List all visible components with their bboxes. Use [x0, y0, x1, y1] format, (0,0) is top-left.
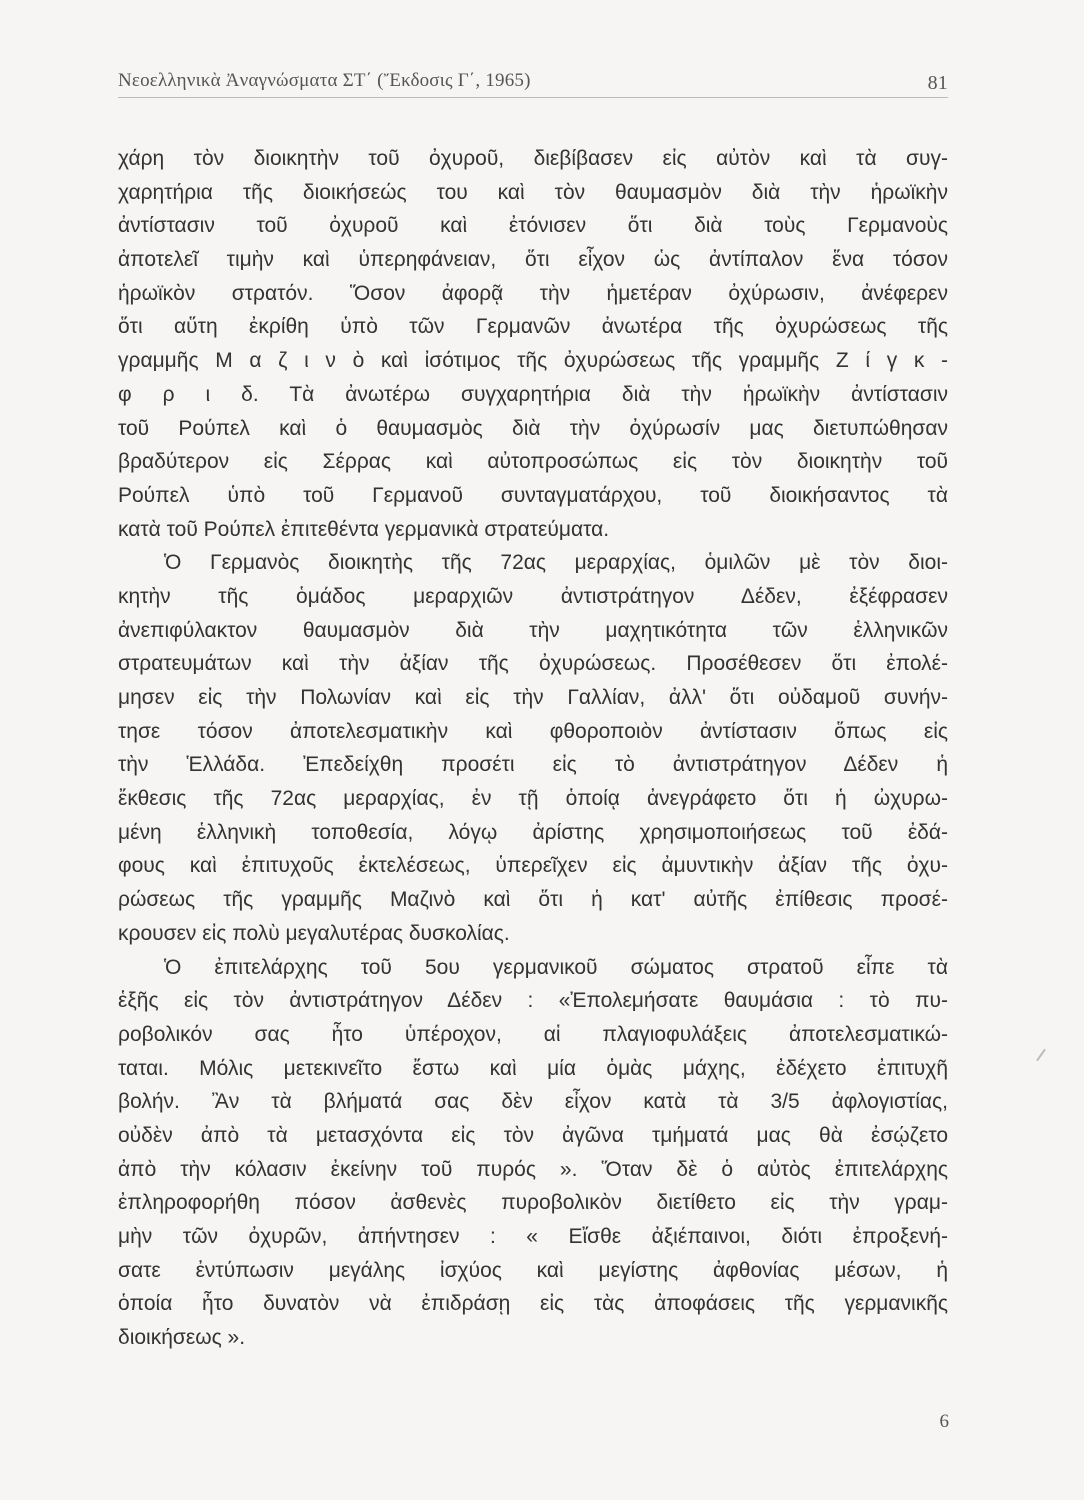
text-line: κατὰ τοῦ Ρούπελ ἐπιτεθέντα γερμανικὰ στρατεύματα. [118, 517, 610, 541]
text-line: Ὁ Γερμανὸς διοικητὴς τῆς 72ας μεραρχίας, ὁμιλῶν μὲ τὸν διοι- [164, 551, 948, 575]
text-line: φ ρ ι δ. Τὰ ἀνωτέρω συγχαρητήρια διὰ τὴν ἡρωϊκὴν ἀντίστασιν [118, 382, 948, 406]
text-line: φους καὶ ἐπιτυχοῦς ἐκτελέσεως, ὑπερεῖχεν εἰς ἀμυντικὴν ἀξίαν τῆς ὀχυ- [118, 854, 948, 878]
text-line: βραδύτερον εἰς Σέρρας καὶ αὐτοπροσώπως εἰς τὸν διοικητὴν τοῦ [118, 450, 948, 474]
text-line: ἔκθεσις τῆς 72ας μεραρχίας, ἐν τῇ ὁποίᾳ ἀνεγράφετο ὅτι ἡ ὠχυρω- [118, 787, 948, 811]
text-line: σατε ἐντύπωσιν μεγάλης ἰσχύος καὶ μεγίστης ἀφθονίας μέσων, ἡ [118, 1258, 948, 1282]
body-text [118, 142, 948, 1355]
text-line: μησεν εἰς τὴν Πολωνίαν καὶ εἰς τὴν Γαλλίαν, ἀλλ' ὅτι οὐδαμοῦ συνήν- [118, 686, 948, 709]
text-line: οὐδὲν ἀπὸ τὰ μετασχόντα εἰς τὸν ἀγῶνα τμήματά μας θὰ ἐσῴζετο [118, 1123, 948, 1147]
text-line: ἀντίστασιν τοῦ ὀχυροῦ καὶ ἐτόνισεν ὅτι διὰ τοὺς Γερμανοὺς [118, 214, 948, 238]
book-title: Νεοελληνικὰ Ἀναγνώσματα ΣΤ΄ (Ἔκδοσις Γ΄, 1965) [118, 70, 531, 91]
text-line: μένη ἑλληνικὴ τοποθεσία, λόγῳ ἀρίστης χρησιμοποιήσεως τοῦ ἐδά- [118, 820, 948, 844]
text-line: ρώσεως τῆς γραμμῆς Μαζινὸ καὶ ὅτι ἡ κατ' αὐτῆς ἐπίθεσις προσέ- [118, 888, 948, 912]
text-line: μὴν τῶν ὀχυρῶν, ἀπήντησεν : « Εἴσθε ἀξιέπαινοι, διότι ἐπροξενή- [118, 1225, 948, 1248]
text-line: ἀπὸ τὴν κόλασιν ἐκείνην τοῦ πυρός ». Ὅταν δὲ ὁ αὐτὸς ἐπιτελάρχης [118, 1157, 948, 1181]
margin-mark [1036, 1049, 1046, 1062]
text-line: γραμμῆς Μ α ζ ι ν ὸ καὶ ἰσότιμος τῆς ὀχυρώσεως τῆς γραμμῆς Ζ ί γ κ - [118, 349, 948, 373]
text-line: χαρητήρια τῆς διοικήσεώς του καὶ τὸν θαυμασμὸν διὰ τὴν ἡρωϊκὴν [118, 180, 948, 204]
text-line: κρουσεν εἰς πολὺ μεγαλυτέρας δυσκολίας. [118, 921, 510, 945]
text-line: ἑξῆς εἰς τὸν ἀντιστράτηγον Δέδεν : «Ἐπολεμήσατε θαυμάσια : τὸ πυ- [118, 989, 948, 1013]
header-rule [118, 97, 948, 98]
text-line: διοικήσεως ». [118, 1326, 246, 1350]
text-line: κητὴν τῆς ὁμάδος μεραρχιῶν ἀντιστράτηγον Δέδεν, ἐξέφρασεν [118, 584, 948, 608]
text-line: ἐπληροφορήθη πόσον ἀσθενὲς πυροβολικὸν διετίθετο εἰς τὴν γραμ- [118, 1191, 948, 1215]
page-number: 81 [927, 72, 948, 94]
text-line: Ρούπελ ὑπὸ τοῦ Γερμανοῦ συνταγματάρχου, τοῦ διοικήσαντος τὰ [118, 483, 948, 507]
text-line: ὅτι αὕτη ἐκρίθη ὑπὸ τῶν Γερμανῶν ἀνωτέρα τῆς ὀχυρώσεως τῆς [118, 315, 948, 339]
text-line: βολήν. Ἂν τὰ βλήματά σας δὲν εἶχον κατὰ τὰ 3/5 ἀφλογιστίας, [118, 1090, 948, 1114]
text-line: ροβολικόν σας ἦτο ὑπέροχον, αἱ πλαγιοφυλάξεις ἀποτελεσματικώ- [118, 1022, 948, 1046]
running-header [118, 66, 948, 96]
text-line: ἀποτελεῖ τιμὴν καὶ ὑπερηφάνειαν, ὅτι εἶχον ὡς ἀντίπαλον ἕνα τόσον [118, 248, 948, 272]
text-line: ὁποία ἦτο δυνατὸν νὰ ἐπιδράσῃ εἰς τὰς ἀποφάσεις τῆς γερμανικῆς [118, 1292, 948, 1316]
text-line: ταται. Μόλις μετεκινεῖτο ἔστω καὶ μία ὁμὰς μάχης, ἐδέχετο ἐπιτυχῆ [118, 1056, 948, 1080]
signature-mark: 6 [939, 1411, 949, 1432]
text-line: Ὁ ἐπιτελάρχης τοῦ 5ου γερμανικοῦ σώματος στρατοῦ εἶπε τὰ [164, 955, 948, 979]
text-line: τοῦ Ρούπελ καὶ ὁ θαυμασμὸς διὰ τὴν ὀχύρωσίν μας διετυπώθησαν [118, 416, 948, 440]
text-line: τὴν Ἑλλάδα. Ἐπεδείχθη προσέτι εἰς τὸ ἀντιστράτηγον Δέδεν ἡ [118, 753, 948, 777]
text-line: χάρη τὸν διοικητὴν τοῦ ὀχυροῦ, διεβίβασεν εἰς αὐτὸν καὶ τὰ συγ- [118, 147, 948, 170]
text-line: ἀνεπιφύλακτον θαυμασμὸν διὰ τὴν μαχητικότητα τῶν ἑλληνικῶν [118, 618, 948, 642]
text-line: στρατευμάτων καὶ τὴν ἀξίαν τῆς ὀχυρώσεως. Προσέθεσεν ὅτι ἐπολέ- [118, 652, 948, 676]
text-line: ἡρωϊκὸν στρατόν. Ὅσον ἀφορᾷ τὴν ἡμετέραν ὀχύρωσιν, ἀνέφερεν [118, 281, 948, 305]
text-line: τησε τόσον ἀποτελεσματικὴν καὶ φθοροποιὸν ἀντίστασιν ὅπως εἰς [118, 719, 948, 743]
